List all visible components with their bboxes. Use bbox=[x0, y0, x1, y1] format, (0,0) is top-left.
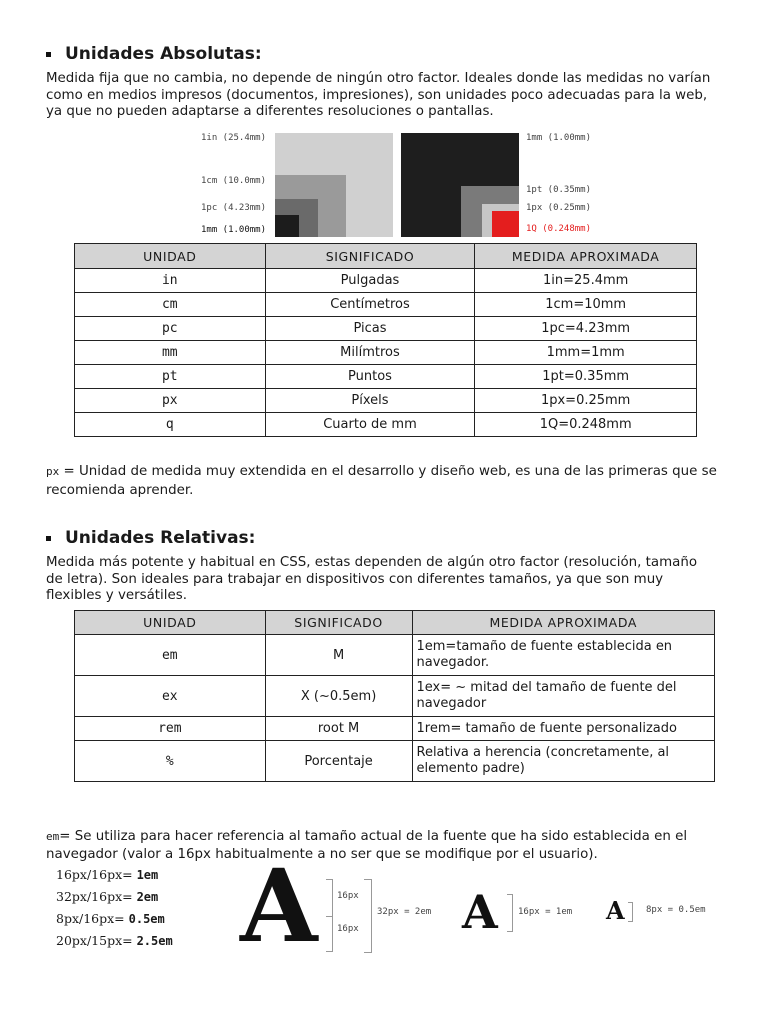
meaning-cell: Milímtros bbox=[265, 341, 475, 365]
table-row bbox=[75, 741, 715, 782]
square-1q bbox=[492, 211, 519, 237]
em-note-text: = Se utiliza para hacer referencia al tamaño actual de la fuente que ha sido establecida en el navegador (valor a 16px habitualmente a no ser que se modifique por el usuario). bbox=[46, 829, 688, 862]
column-header: UNIDAD bbox=[75, 611, 266, 635]
bullet-icon bbox=[46, 536, 51, 541]
unit-cell: px bbox=[75, 389, 266, 413]
section-heading-absolutas bbox=[46, 44, 262, 64]
label-1mm-right: 1mm (1.00mm) bbox=[526, 133, 592, 143]
bracket-medium bbox=[507, 894, 513, 932]
bracket-bottom bbox=[326, 915, 333, 952]
meaning-cell: Cuarto de mm bbox=[265, 413, 475, 437]
em-note bbox=[46, 828, 726, 864]
section-heading-relativas bbox=[46, 528, 255, 548]
px-note bbox=[46, 462, 726, 500]
meaning-cell: Pulgadas bbox=[265, 269, 475, 293]
measure-cell: 1in=25.4mm bbox=[475, 269, 697, 293]
label-16px-bottom: 16px bbox=[337, 924, 359, 934]
label-1cm: 1cm (10.0mm) bbox=[201, 176, 267, 186]
unit-cell: q bbox=[75, 413, 266, 437]
measure-cell: 1ex= ~ mitad del tamaño de fuente del navegador bbox=[412, 676, 715, 717]
unit-cell: pt bbox=[75, 365, 266, 389]
px-note-text: = Unidad de medida muy extendida en el desarrollo y diseño web, es una de las primeras que se recomienda aprender. bbox=[46, 464, 717, 498]
equation-line: 20px/15px= 2.5em bbox=[56, 933, 173, 948]
equation-line: 16px/16px= 1em bbox=[56, 867, 159, 882]
column-header: MEDIDA APROXIMADA bbox=[475, 244, 697, 269]
heading-text: Unidades Absolutas: bbox=[65, 44, 262, 64]
heading-text: Unidades Relativas: bbox=[65, 528, 256, 548]
meaning-cell: Puntos bbox=[265, 365, 475, 389]
meaning-cell: M bbox=[265, 635, 412, 676]
unit-cell: in bbox=[75, 269, 266, 293]
table-row bbox=[75, 317, 697, 341]
label-1pt: 1pt (0.35mm) bbox=[526, 185, 592, 195]
absolutas-description: Medida fija que no cambia, no depende de ningún otro factor. Ideales donde las medidas no varían como en medios impresos (documentos, impresiones), son unidades poco adecuadas para la web, ya que no pueden adaptarse a diferentes resoluciones o pantallas. bbox=[46, 71, 711, 119]
label-16px-top: 16px bbox=[337, 891, 359, 901]
meaning-cell: Centímetros bbox=[265, 293, 475, 317]
measure-cell: Relativa a herencia (concretamente, al elemento padre) bbox=[412, 741, 715, 782]
unit-cell: pc bbox=[75, 317, 266, 341]
meaning-cell: Porcentaje bbox=[265, 741, 412, 782]
label-32px: 32px = 2em bbox=[377, 907, 432, 917]
column-header: SIGNIFICADO bbox=[265, 611, 412, 635]
equation-line: 8px/16px= 0.5em bbox=[56, 911, 165, 926]
unit-cell: % bbox=[75, 741, 266, 782]
measure-cell: 1Q=0.248mm bbox=[475, 413, 697, 437]
equation-line: 32px/16px= 2em bbox=[56, 889, 159, 904]
meaning-cell: Picas bbox=[265, 317, 475, 341]
measure-cell: 1cm=10mm bbox=[475, 293, 697, 317]
table-row bbox=[75, 365, 697, 389]
label-1in: 1in (25.4mm) bbox=[201, 133, 267, 143]
table-row bbox=[75, 676, 715, 717]
measure-cell: 1rem= tamaño de fuente personalizado bbox=[412, 717, 715, 741]
meaning-cell: Píxels bbox=[265, 389, 475, 413]
bracket-outer bbox=[364, 879, 372, 953]
table-row bbox=[75, 293, 697, 317]
column-header: MEDIDA APROXIMADA bbox=[412, 611, 715, 635]
bullet-icon bbox=[46, 52, 51, 57]
meaning-cell: root M bbox=[265, 717, 412, 741]
relative-units-table bbox=[74, 610, 715, 782]
px-code: px bbox=[46, 465, 60, 478]
table-row bbox=[75, 269, 697, 293]
relativas-description: Medida más potente y habitual en CSS, estas dependen de algún otro factor (resolución, tamaño de letra). Son ideales para trabajar en dispositivos con diferentes tamaños, ya que son muy flexibles y versátiles. bbox=[46, 555, 698, 603]
measure-cell: 1px=0.25mm bbox=[475, 389, 697, 413]
label-1mm: 1mm (1.00mm) bbox=[201, 225, 267, 235]
letter-a-large: A bbox=[240, 847, 318, 965]
bracket-top bbox=[326, 879, 333, 917]
column-header: UNIDAD bbox=[75, 244, 266, 269]
label-8px: 8px = 0.5em bbox=[646, 905, 706, 915]
bracket-small bbox=[628, 902, 633, 922]
absolute-units-table bbox=[74, 243, 697, 437]
letter-a-medium: A bbox=[462, 885, 498, 939]
table-row bbox=[75, 717, 715, 741]
square-1mm bbox=[275, 215, 299, 237]
unit-cell: em bbox=[75, 635, 266, 676]
em-code: em bbox=[46, 830, 60, 843]
em-size-figure bbox=[236, 847, 716, 965]
table-row bbox=[75, 389, 697, 413]
table-header-row bbox=[75, 244, 697, 269]
column-header: SIGNIFICADO bbox=[265, 244, 475, 269]
unit-cell: mm bbox=[75, 341, 266, 365]
measure-cell: 1pt=0.35mm bbox=[475, 365, 697, 389]
unit-cell: rem bbox=[75, 717, 266, 741]
table-row bbox=[75, 341, 697, 365]
table-row bbox=[75, 635, 715, 676]
label-16px: 16px = 1em bbox=[518, 907, 573, 917]
unit-cell: cm bbox=[75, 293, 266, 317]
table-header-row bbox=[75, 611, 715, 635]
measure-cell: 1em=tamaño de fuente establecida en navegador. bbox=[412, 635, 715, 676]
em-equations bbox=[56, 864, 173, 952]
measure-cell: 1mm=1mm bbox=[475, 341, 697, 365]
meaning-cell: X (~0.5em) bbox=[265, 676, 412, 717]
unit-cell: ex bbox=[75, 676, 266, 717]
letter-a-small: A bbox=[606, 896, 625, 925]
measure-cell: 1pc=4.23mm bbox=[475, 317, 697, 341]
label-1px: 1px (0.25mm) bbox=[526, 203, 592, 213]
absolute-units-figure bbox=[196, 128, 596, 240]
label-1pc: 1pc (4.23mm) bbox=[201, 203, 267, 213]
label-1q: 1Q (0.248mm) bbox=[526, 224, 592, 234]
table-row bbox=[75, 413, 697, 437]
